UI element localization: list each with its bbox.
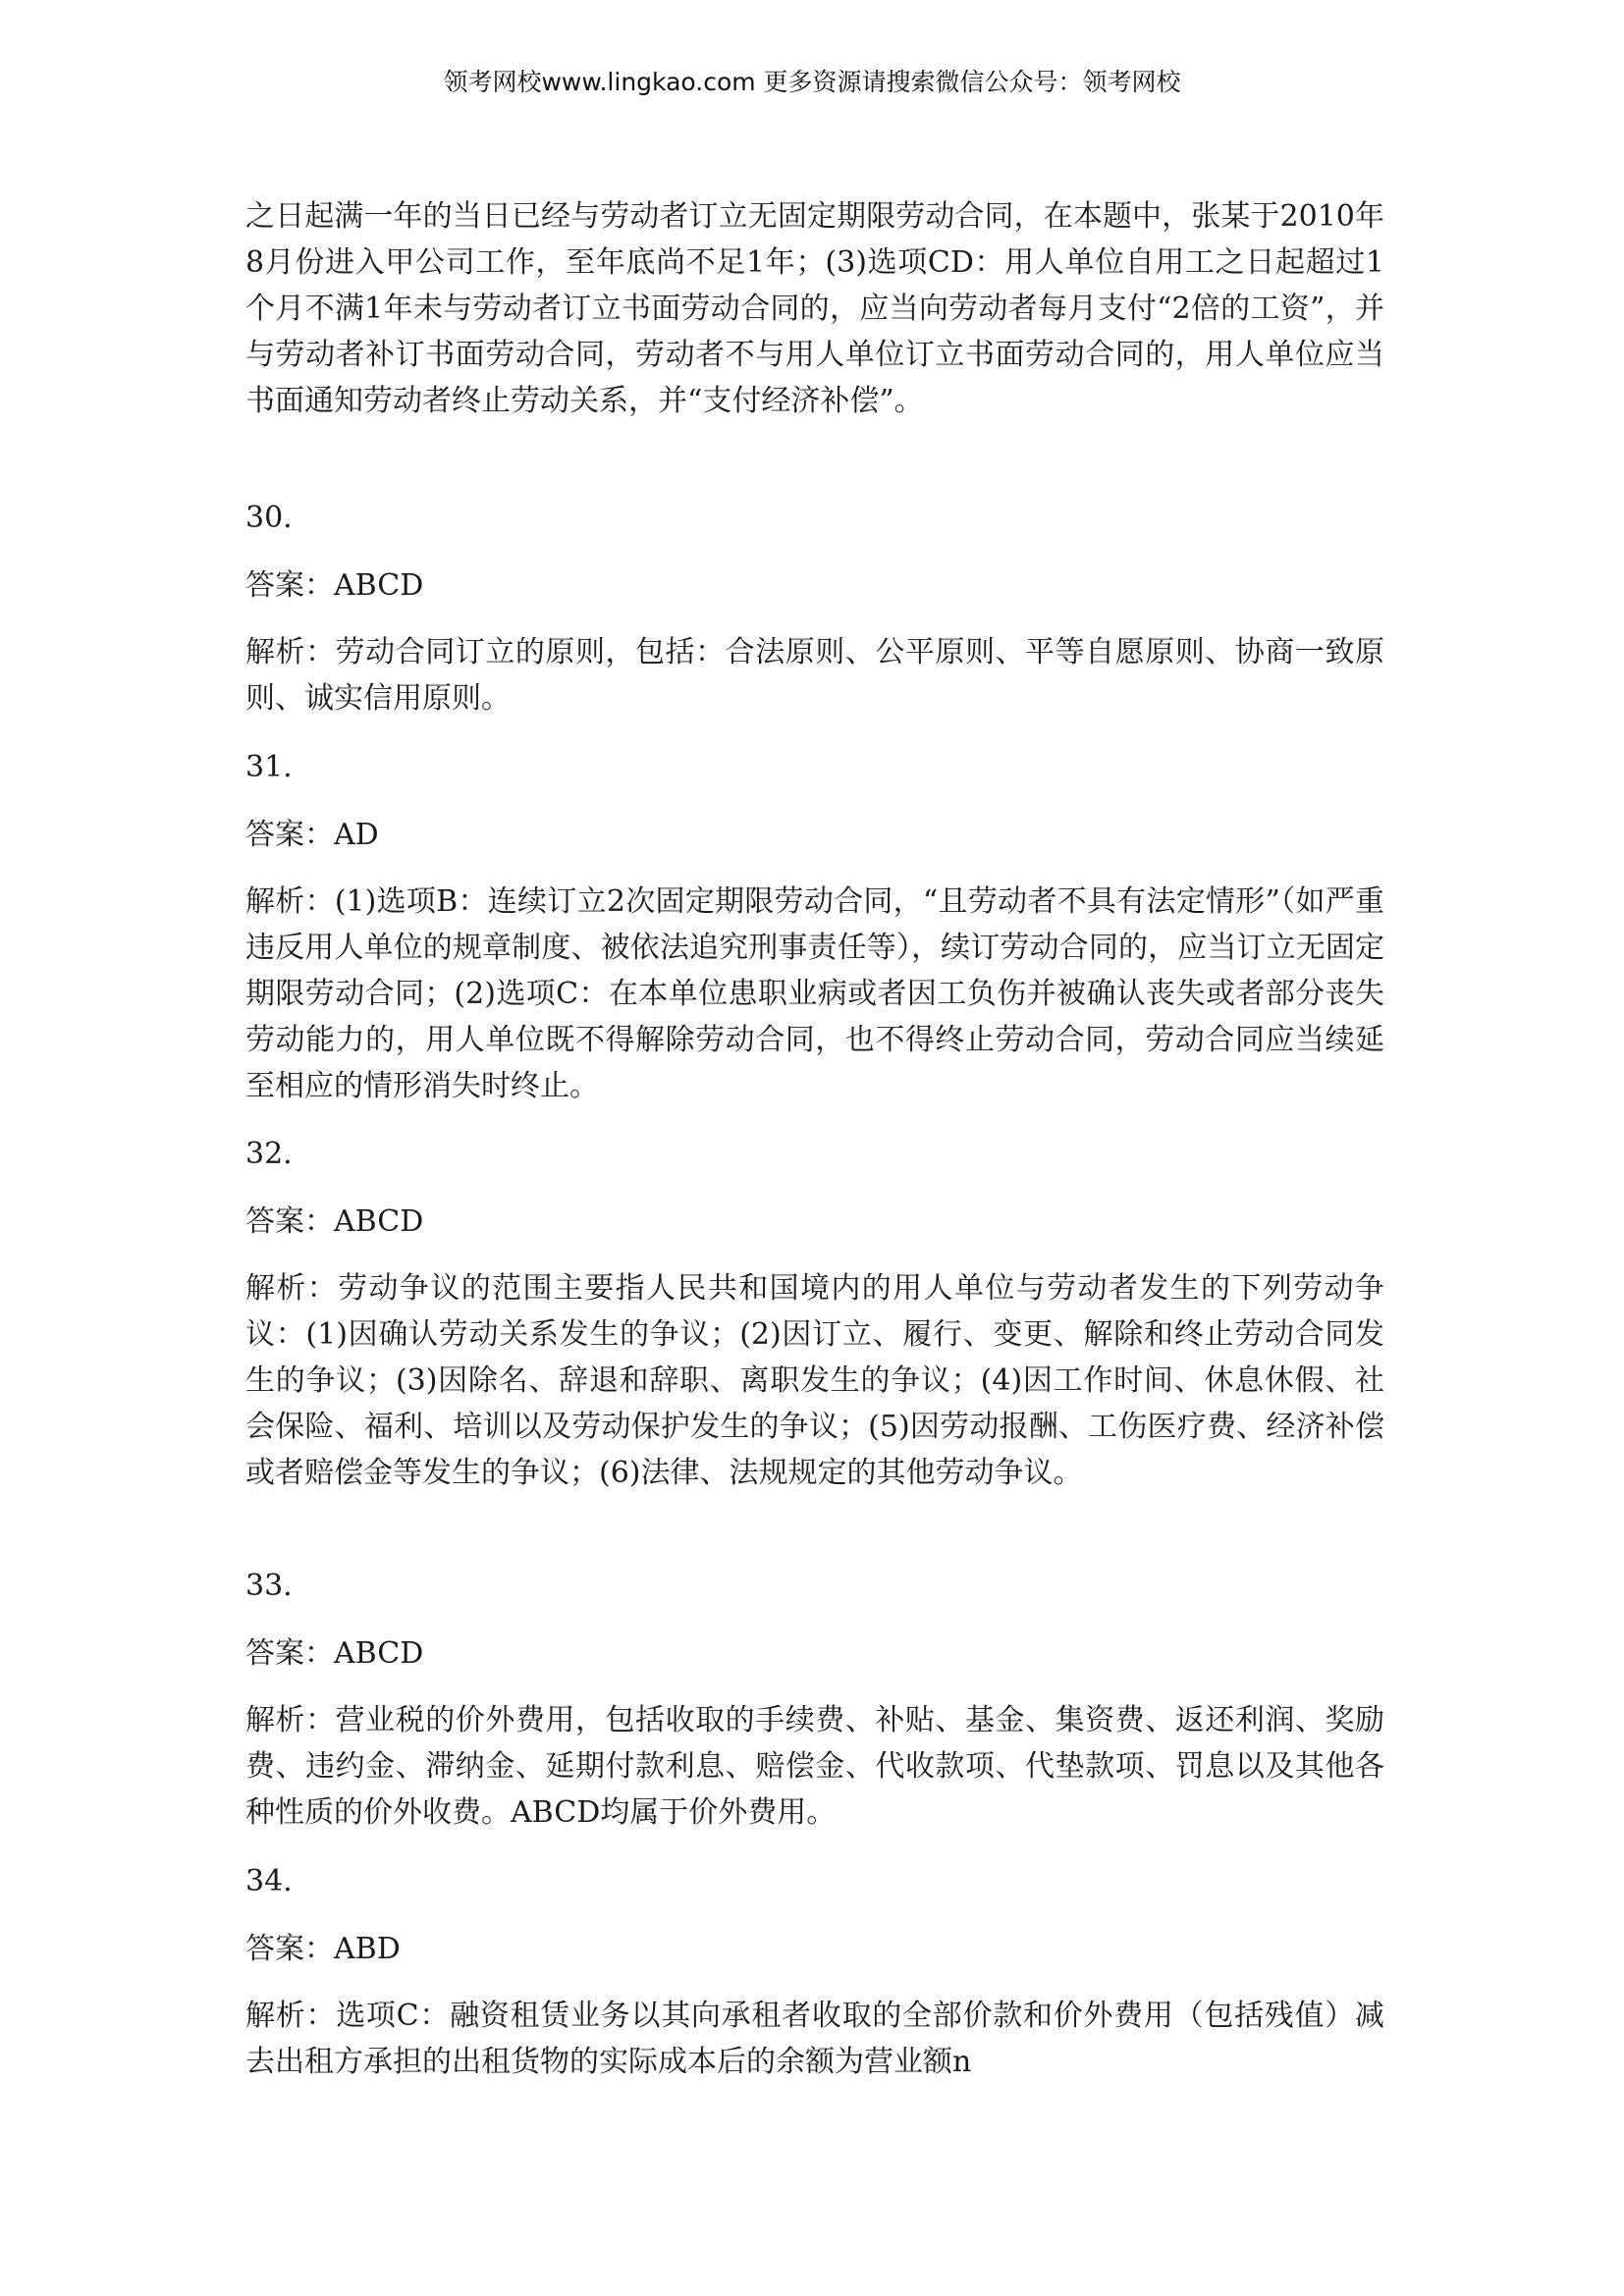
question-number: 34. (245, 1864, 293, 1898)
page-header: 领考网校www.lingkao.com 更多资源请搜索微信公众号：领考网校 (443, 68, 1181, 96)
analysis-paragraph: 解析：选项C：融资租赁业务以其向承租者收取的全部价款和价外费用（包括残值）减去出租方承担的出租货物的实际成本后的余额为营业额n (245, 1999, 1384, 2079)
question-number: 30. (245, 501, 293, 535)
analysis-paragraph: 解析：劳动合同订立的原则，包括：合法原则、公平原则、平等自愿原则、协商一致原则、诚实信用原则。 (245, 635, 1384, 716)
answer-line: 答案：AD (245, 818, 379, 852)
answer-line: 答案：ABCD (245, 1636, 424, 1671)
question-number: 33. (245, 1569, 293, 1603)
answer-line: 答案：ABCD (245, 568, 424, 603)
analysis-paragraph: 解析：营业税的价外费用，包括收取的手续费、补贴、基金、集资费、返还利润、奖励费、违约金、滞纳金、延期付款利息、赔偿金、代收款项、代垫款项、罚息以及其他各种性质的价外收费。ABCD均属于价外费用。 (245, 1703, 1384, 1830)
question-number: 32. (245, 1137, 293, 1171)
answer-line: 答案：ABD (245, 1932, 401, 1966)
analysis-paragraph: 解析：(1)选项B：连续订立2次固定期限劳动合同，“且劳动者不具有法定情形”（如严重违反用人单位的规章制度、被依法追究刑事责任等），续订劳动合同的，应当订立无固定期限劳动合同；(2)选项C：在本单位患职业病或者因工负伤并被确认丧失或者部分丧失劳动能力的，用人单位既不得解除劳动合同，也不得终止劳动合同，劳动合同应当续延至相应的情形消失时终止。 (245, 884, 1384, 1103)
intro-paragraph: 之日起满一年的当日已经与劳动者订立无固定期限劳动合同，在本题中，张某于2010年8月份进入甲公司工作，至年底尚不足1年；(3)选项CD：用人单位自用工之日起超过1个月不满1年未与劳动者订立书面劳动合同的，应当向劳动者每月支付“2倍的工资”，并与劳动者补订书面劳动合同，劳动者不与用人单位订立书面劳动合同的，用人单位应当书面通知劳动者终止劳动关系，并“支付经济补偿”。 (245, 199, 1384, 418)
answer-line: 答案：ABCD (245, 1204, 424, 1239)
analysis-paragraph: 解析：劳动争议的范围主要指人民共和国境内的用人单位与劳动者发生的下列劳动争议：(1)因确认劳动关系发生的争议；(2)因订立、履行、变更、解除和终止劳动合同发生的争议；(3)因除名、辞退和辞职、离职发生的争议；(4)因工作时间、休息休假、社会保险、福利、培训以及劳动保护发生的争议；(5)因劳动报酬、工伤医疗费、经济补偿或者赔偿金等发生的争议；(6)法律、法规规定的其他劳动争议。 (245, 1271, 1384, 1490)
question-number: 31. (245, 750, 293, 784)
